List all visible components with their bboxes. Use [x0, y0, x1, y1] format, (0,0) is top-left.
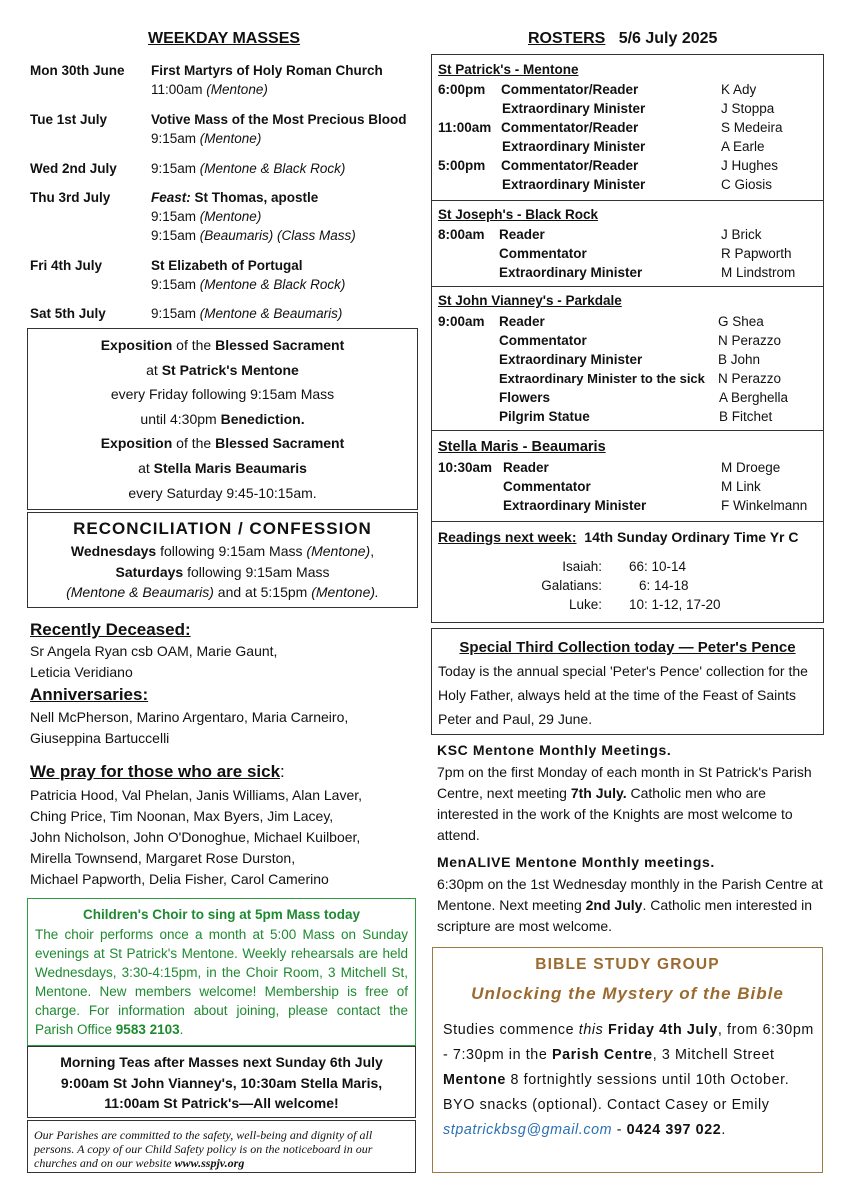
rosters-date: 5/6 July 2025	[618, 30, 718, 47]
feast-label: Feast:	[151, 190, 191, 205]
mass-location: (Mentone)	[199, 209, 262, 224]
roster-role: Commentator/Reader	[501, 120, 639, 135]
mass-time-text: 9:15am	[151, 161, 200, 176]
roster-person: G Shea	[718, 314, 764, 329]
blessed-sacrament: Blessed Sacrament	[215, 435, 345, 452]
anniversaries-list	[30, 707, 420, 749]
mass-time	[151, 275, 345, 294]
parish-name: St John Vianney's - Parkdale	[438, 293, 622, 308]
location: (Mentone)	[306, 543, 371, 559]
roster-time: 9:00am	[438, 314, 485, 329]
names-line: Michael Papworth, Delia Fisher, Carol Camerino	[30, 871, 329, 887]
text: .	[721, 1122, 726, 1138]
mass-time-text: 9:15am	[151, 209, 200, 224]
text: Studies commence	[443, 1022, 579, 1038]
roster-person: A Berghella	[719, 390, 789, 405]
suburb: Mentone	[443, 1072, 506, 1088]
mass-time	[151, 304, 342, 323]
reading-book: Galatians:	[541, 578, 602, 593]
text: 8 fortnightly sessions until 10th October. BYO snacks (optional). Contact Casey or Emily	[443, 1072, 790, 1113]
bible-study-subtitle: Unlocking the Mystery of the Bible	[471, 984, 784, 1003]
roster-role: Extraordinary Minister	[502, 139, 646, 154]
church-name: Stella Maris Beaumaris	[153, 459, 307, 476]
readings-label: Readings next week:	[438, 529, 577, 545]
rosters-title	[528, 30, 717, 48]
mass-time-text: 9:15am	[151, 228, 200, 243]
anniversaries-title: Anniversaries:	[30, 685, 149, 704]
mass-time	[151, 80, 268, 99]
exposition-schedule: every Friday following 9:15am Mass	[110, 386, 335, 403]
roster-role: Extraordinary Minister	[499, 352, 643, 367]
readings-books	[432, 557, 602, 614]
mass-title	[151, 188, 318, 207]
roster-time: 6:00pm	[438, 82, 486, 97]
bible-study-box	[432, 947, 823, 1173]
roster-role: Extraordinary Minister	[502, 177, 646, 192]
roster-time: 8:00am	[438, 227, 485, 242]
readings-header	[438, 529, 799, 545]
roster-person: N Perazzo	[718, 333, 782, 348]
roster-person: J Brick	[721, 227, 762, 242]
mass-day: Wed 2nd July	[30, 161, 117, 176]
roster-person: J Stoppa	[721, 101, 775, 116]
roster-section-st-john-vianneys	[432, 287, 823, 431]
text: -	[612, 1122, 627, 1138]
roster-role: Pilgrim Statue	[499, 409, 590, 424]
reading-ref: 6: 14-18	[639, 578, 689, 593]
reconciliation-title: RECONCILIATION / CONFESSION	[73, 519, 372, 538]
reading-book: Isaiah:	[562, 559, 602, 574]
ksc-title: KSC Mentone Monthly Meetings.	[437, 742, 672, 758]
ksc-text	[437, 762, 827, 846]
roster-role: Commentator/Reader	[501, 82, 639, 97]
text: following 9:15am Mass	[183, 563, 330, 580]
names-line: Sr Angela Ryan csb OAM, Marie Gaunt,	[30, 643, 278, 659]
mass-location: (Mentone)	[206, 82, 268, 97]
colon: :	[280, 762, 285, 781]
location: (Mentone).	[311, 584, 379, 600]
bible-study-text	[443, 1018, 818, 1143]
roster-role: Commentator	[499, 333, 587, 348]
mass-time-text: 9:15am	[151, 306, 200, 321]
day: Saturdays	[115, 563, 184, 580]
child-safety-box	[27, 1120, 416, 1173]
meeting-date: 7th July.	[570, 785, 627, 801]
names-line: Giuseppina Bartuccelli	[30, 730, 170, 746]
names-line: Nell McPherson, Marino Argentaro, Maria Carneiro,	[30, 709, 349, 725]
roster-person: C Giosis	[721, 177, 773, 192]
teas-line: 11:00am St Patrick's—All welcome!	[104, 1095, 339, 1111]
choir-text	[28, 925, 415, 1039]
peters-pence-box	[431, 628, 824, 735]
exposition-word: Exposition	[100, 337, 173, 353]
roster-time: 11:00am	[438, 120, 492, 135]
text: and at 5:15pm	[213, 584, 312, 600]
roster-section-st-josephs	[432, 201, 823, 287]
readings-occasion: 14th Sunday Ordinary Time Yr C	[584, 529, 799, 545]
roster-person: N Perazzo	[718, 371, 782, 386]
mass-location: (Mentone & Black Rock)	[199, 161, 346, 176]
text: at	[138, 459, 154, 476]
mass-time-text: 11:00am	[151, 82, 207, 97]
names-line: John Nicholson, John O'Donoghue, Michael Kuilboer,	[30, 829, 361, 845]
choir-title: Children's Choir to sing at 5pm Mass today	[82, 907, 360, 922]
roster-person: A Earle	[721, 139, 765, 154]
roster-person: F Winkelmann	[721, 498, 808, 513]
roster-person: M Link	[721, 479, 761, 494]
names-line: Mirella Townsend, Margaret Rose Durston,	[30, 850, 296, 866]
deceased-list	[30, 641, 420, 683]
deceased-title: Recently Deceased:	[30, 620, 191, 639]
names-line: Patricia Hood, Val Phelan, Janis Williams, Alan Laver,	[30, 787, 363, 803]
teas-line: 9:00am St John Vianney's, 10:30am Stella Maris,	[60, 1074, 383, 1091]
reading-ref: 66: 10-14	[629, 559, 687, 574]
location: (Mentone & Beaumaris)	[66, 584, 214, 600]
text: , 3 Mitchell Street	[652, 1047, 775, 1063]
parish-office-phone: 9583 2103	[115, 1022, 180, 1037]
roster-person: B John	[718, 352, 761, 367]
mass-time	[151, 159, 345, 178]
readings-refs	[629, 557, 721, 614]
mass-day: Thu 3rd July	[30, 190, 111, 205]
exposition-box	[27, 328, 418, 510]
sick-title	[30, 762, 285, 782]
roster-person: M Lindstrom	[721, 265, 796, 280]
roster-role: Extraordinary Minister	[503, 498, 647, 513]
meeting-date: 2nd July	[585, 897, 643, 913]
mass-day: Tue 1st July	[30, 112, 108, 127]
mass-location: (Mentone & Beaumaris)	[199, 306, 343, 321]
mass-time	[151, 226, 356, 245]
sick-title-text: We pray for those who are sick	[30, 762, 281, 781]
text: Catholic men who are interested in the work of the Knights are most welcome to attend.	[437, 785, 793, 843]
names-line: Leticia Veridiano	[30, 664, 133, 680]
roster-role: Extraordinary Minister to the sick	[499, 371, 705, 386]
mass-time	[151, 207, 261, 226]
text: .	[179, 1022, 184, 1037]
mass-title-text: St Thomas, apostle	[190, 190, 319, 205]
mass-time-text: 9:15am	[151, 277, 200, 292]
roster-person: K Ady	[721, 82, 757, 97]
menalive-text	[437, 874, 827, 937]
weekday-masses-title: WEEKDAY MASSES	[148, 30, 301, 47]
parish-name: St Patrick's - Mentone	[438, 62, 579, 77]
venue: Parish Centre	[551, 1047, 653, 1063]
roster-section-stella-maris	[432, 431, 823, 522]
roster-person: R Papworth	[721, 246, 792, 261]
teas-line: Morning Teas after Masses next Sunday 6th July	[60, 1054, 383, 1070]
mass-title: St Elizabeth of Portugal	[151, 258, 303, 273]
roster-time: 5:00pm	[438, 158, 486, 173]
contact-phone: 0424 397 022	[626, 1122, 722, 1138]
roster-role: Extraordinary Minister	[499, 265, 643, 280]
mass-time	[151, 129, 261, 148]
roster-person: B Fitchet	[719, 409, 773, 424]
rosters-word: ROSTERS	[528, 30, 606, 47]
mass-location: (Mentone)	[199, 131, 262, 146]
menalive-title: MenALIVE Mentone Monthly meetings.	[437, 854, 715, 870]
roster-role: Reader	[499, 227, 545, 242]
text: . Catholic men interested in scripture are most welcome.	[437, 897, 813, 934]
start-date: Friday 4th July	[608, 1022, 718, 1038]
text: until 4:30pm	[140, 410, 221, 427]
roster-time: 10:30am	[438, 460, 493, 475]
reconciliation-box	[27, 512, 418, 608]
roster-role: Commentator/Reader	[501, 158, 639, 173]
roster-box	[431, 54, 824, 623]
text: , from 6:30pm - 7:30pm in the	[443, 1022, 814, 1063]
text: 7pm on the first Monday of each month in St Patrick's Parish Centre, next meeting	[437, 764, 812, 801]
mass-location: (Beaumaris) (Class Mass)	[199, 228, 356, 243]
mass-title: First Martyrs of Holy Roman Church	[151, 63, 383, 78]
reading-book: Luke:	[568, 597, 602, 612]
roster-section-st-patricks	[432, 55, 823, 201]
text: ,	[370, 543, 375, 559]
exposition-word: Exposition	[100, 435, 173, 452]
bible-study-title: BIBLE STUDY GROUP	[535, 956, 720, 973]
roster-person: S Medeira	[721, 120, 783, 135]
sick-list	[30, 785, 420, 890]
text: at	[146, 361, 162, 378]
text: following 9:15am Mass	[156, 543, 307, 559]
email-link[interactable]: stpatrickbsg@gmail.com	[443, 1122, 613, 1138]
peters-pence-title: Special Third Collection today — Peter's Pence	[459, 639, 796, 656]
roster-role: Reader	[499, 314, 545, 329]
safety-text: Our Parishes are committed to the safety, well-being and dignity of all persons. A copy of our Child Safety policy is on the noticeboard in our churches and on our website	[34, 1128, 373, 1170]
roster-role: Extraordinary Minister	[502, 101, 646, 116]
mass-day: Fri 4th July	[30, 258, 103, 273]
text: this	[578, 1022, 604, 1038]
mass-day: Sat 5th July	[30, 306, 106, 321]
roster-role: Commentator	[503, 479, 591, 494]
mass-time-text: 9:15am	[151, 131, 200, 146]
roster-person: J Hughes	[721, 158, 779, 173]
text: 6:30pm on the 1st Wednesday monthly in the Parish Centre at Mentone. Next meeting	[437, 876, 823, 913]
mass-location: (Mentone & Black Rock)	[199, 277, 346, 292]
choir-body: The choir performs once a month at 5:00 Mass on Sunday evenings at St Patrick's Mentone. Weekly rehearsals are held Wednesdays, 3:30-4:15pm, in the Choir Room, 3 Mitchell St, Mentone. New members welcome! Membership is free of charge. For information about joining, please contact the Parish Office	[35, 927, 408, 1037]
parish-name: St Joseph's - Black Rock	[438, 207, 599, 222]
roster-person: M Droege	[721, 460, 781, 475]
day: Wednesdays	[70, 543, 157, 559]
website-link[interactable]: www.sspjv.org	[174, 1156, 245, 1170]
childrens-choir-box	[27, 898, 416, 1046]
names-line: Ching Price, Tim Noonan, Max Byers, Jim Lacey,	[30, 808, 334, 824]
morning-teas-box	[27, 1046, 416, 1118]
roster-role: Flowers	[499, 390, 551, 405]
roster-role: Reader	[503, 460, 549, 475]
parish-name: Stella Maris - Beaumaris	[438, 439, 606, 455]
church-name: St Patrick's Mentone	[161, 361, 299, 378]
benediction: Benediction.	[220, 410, 305, 427]
text: of the	[172, 435, 216, 452]
text: of the	[172, 337, 216, 353]
roster-role: Commentator	[499, 246, 587, 261]
mass-title: Votive Mass of the Most Precious Blood	[151, 112, 407, 127]
reading-ref: 10: 1-12, 17-20	[629, 597, 721, 612]
peters-pence-text: Today is the annual special 'Peter's Pence' collection for the Holy Father, always held at the time of the Feast of Saints Peter and Paul, 29 June.	[438, 663, 808, 727]
exposition-schedule: every Saturday 9:45-10:15am.	[128, 484, 317, 501]
blessed-sacrament: Blessed Sacrament	[215, 337, 345, 353]
mass-day: Mon 30th June	[30, 63, 125, 78]
